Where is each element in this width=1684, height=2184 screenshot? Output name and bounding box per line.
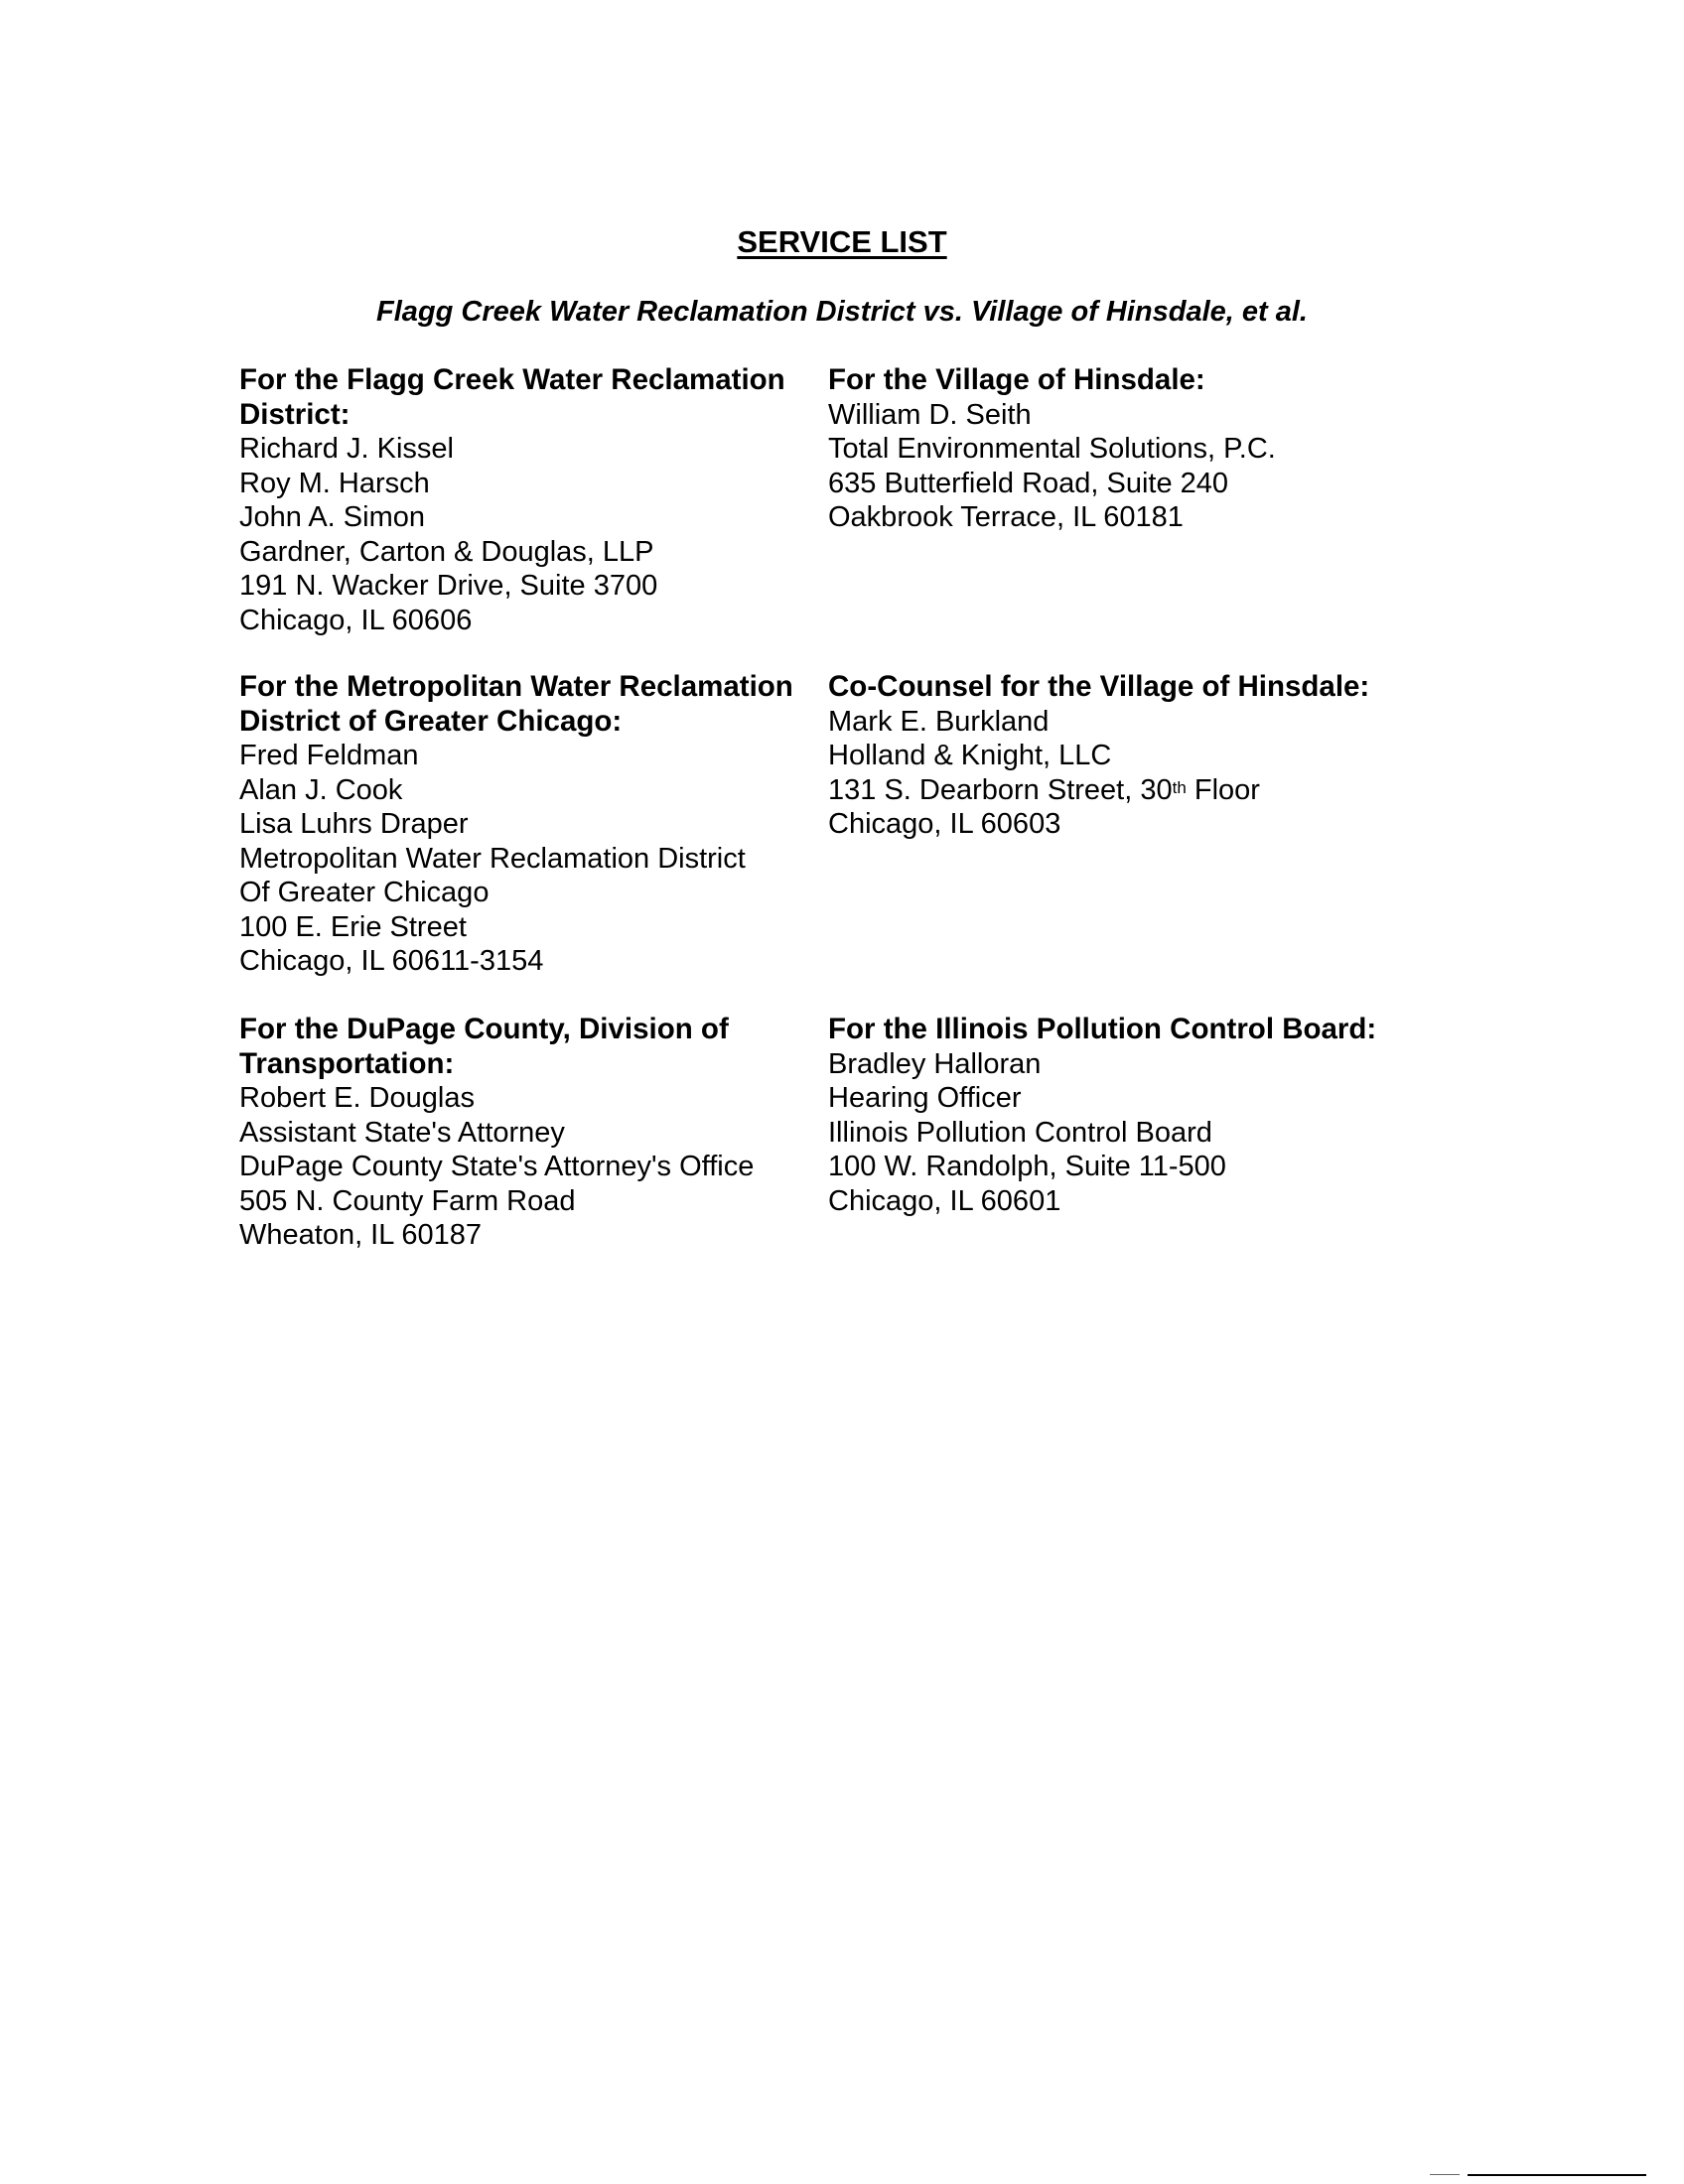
contact-line: 505 N. County Farm Road: [239, 1184, 576, 1217]
case-caption: Flagg Creek Water Reclamation District vs. Village of Hinsdale, et al.: [376, 296, 1308, 328]
contact-line: Of Greater Chicago: [239, 877, 490, 908]
contact-line: Mark E. Burkland: [828, 705, 1050, 738]
contact-line: Chicago, IL 60606: [239, 604, 473, 636]
contact-line: Lisa Luhrs Draper: [239, 808, 469, 840]
ordinal-suffix: th: [1172, 777, 1187, 797]
party-heading: For the Flagg Creek Water Reclamation District:: [239, 363, 785, 431]
party-block-dupage: [239, 1013, 835, 1253]
contact-line: Hearing Officer: [828, 1082, 1022, 1114]
party-heading: For the Village of Hinsdale:: [828, 363, 1205, 396]
contact-line: William D. Seith: [828, 398, 1032, 431]
party-heading: For the DuPage County, Division of Transportation:: [239, 1013, 729, 1080]
contact-line: 100 E. Erie Street: [239, 910, 467, 943]
party-heading: For the Illinois Pollution Control Board:: [828, 1013, 1377, 1045]
contact-line: Roy M. Harsch: [239, 467, 430, 499]
contact-line: Metropolitan Water Reclamation District: [239, 842, 746, 875]
party-block-co-counsel: [828, 670, 1424, 842]
party-heading: For the Metropolitan Water Reclamation District of Greater Chicago:: [239, 670, 793, 738]
contact-line: Wheaton, IL 60187: [239, 1219, 482, 1251]
contact-line: Total Environmental Solutions, P.C.: [828, 433, 1276, 465]
contact-line: Fred Feldman: [239, 740, 419, 771]
contact-line: Richard J. Kissel: [239, 433, 454, 465]
contact-line: Chicago, IL 60603: [828, 808, 1061, 840]
contact-line: Illinois Pollution Control Board: [828, 1116, 1212, 1149]
contact-line: DuPage County State's Attorney's Office: [239, 1151, 755, 1182]
party-block-mwrd: [239, 670, 835, 979]
party-block-ipcb: [828, 1013, 1424, 1218]
party-block-hinsdale: [828, 363, 1424, 535]
contact-line: Holland & Knight, LLC: [828, 740, 1112, 771]
contact-line: 635 Butterfield Road, Suite 240: [828, 467, 1229, 499]
contact-line: Bradley Halloran: [828, 1047, 1042, 1080]
contact-line: Chicago, IL 60611-3154: [239, 945, 544, 977]
page-title: SERVICE LIST: [737, 224, 947, 259]
contact-line: Gardner, Carton & Douglas, LLP: [239, 535, 654, 568]
scan-artifact-dash: [1430, 2174, 1460, 2175]
contact-line: Alan J. Cook: [239, 773, 403, 806]
contact-line: Chicago, IL 60601: [828, 1184, 1061, 1217]
contact-line: 100 W. Randolph, Suite 11-500: [828, 1151, 1226, 1182]
contact-line: Assistant State's Attorney: [239, 1116, 565, 1149]
contact-line: Robert E. Douglas: [239, 1082, 475, 1114]
address-prefix: 131 S. Dearborn Street, 30: [828, 773, 1173, 806]
contact-address-line: [828, 773, 1424, 808]
contact-line: John A. Simon: [239, 501, 425, 533]
scan-artifact-line: [1468, 2174, 1646, 2176]
address-suffix: Floor: [1186, 773, 1260, 806]
contact-line: 191 N. Wacker Drive, Suite 3700: [239, 570, 658, 602]
contact-line: Oakbrook Terrace, IL 60181: [828, 501, 1184, 533]
party-heading: Co-Counsel for the Village of Hinsdale:: [828, 670, 1370, 703]
party-block-flagg-creek: [239, 363, 835, 637]
